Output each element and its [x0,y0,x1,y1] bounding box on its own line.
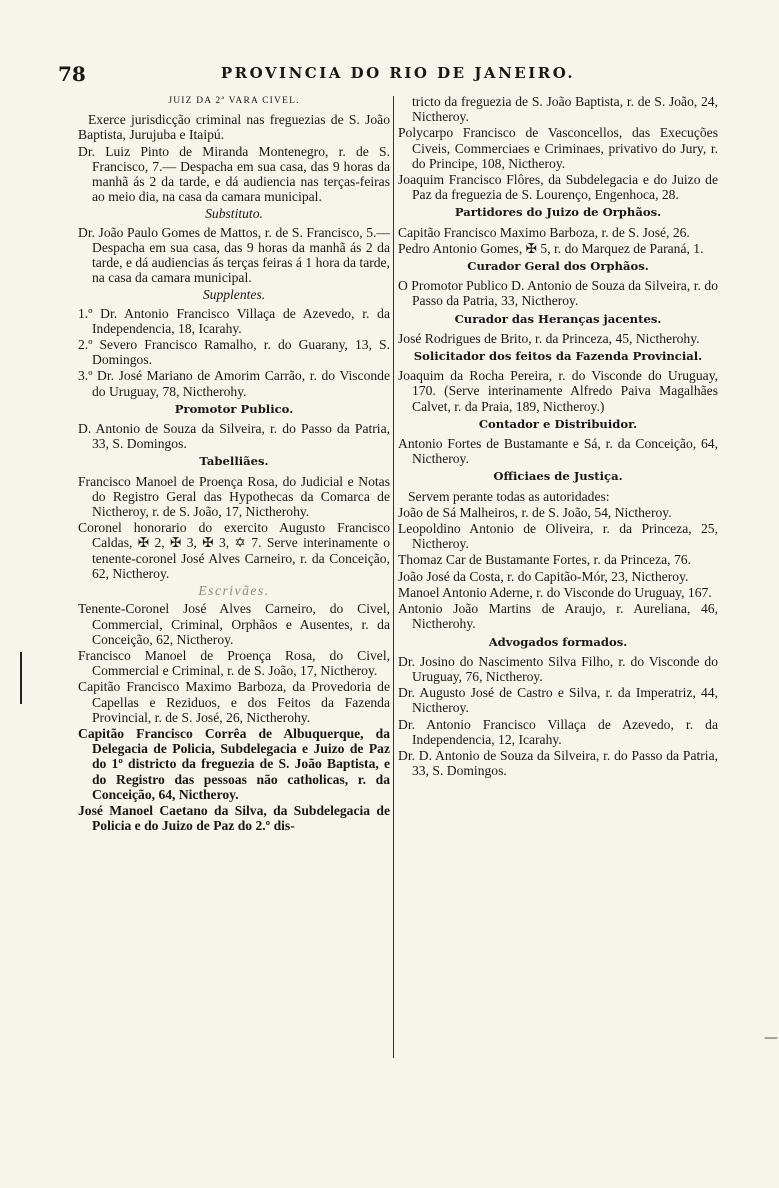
escrivao-entry: Joaquim Francisco Flôres, da Subdelegacia e do Juizo de Paz da freguezia de S. Lourenço, Engenhoca, 28. [398,172,718,203]
officiaes-heading: Officiaes de Justiça. [493,469,623,484]
partidor-entry: Capitão Francisco Maximo Barboza, r. de S. José, 26. [398,224,690,240]
running-title: PROVINCIA DO RIO DE JANEIRO. [220,64,576,82]
edge-mark: — [764,1030,778,1046]
escrivao-entry: José Manoel Caetano da Silva, da Subdelegacia de Policia e do Juizo de Paz do 2.º dis- [78,802,390,834]
substituto-heading: Substituto. [205,206,263,222]
official-entry: João de Sá Malheiros, r. de S. João, 54, Nictheroy. [398,504,672,520]
right-column [398,94,718,779]
escrivaes-heading: Escrivães. [198,583,270,599]
partidores-heading: Partidores do Juizo de Orphãos. [454,205,662,220]
advogados-heading: Advogados formados. [488,634,628,649]
continuation-text: tricto da freguezia de S. João Baptista, r. de S. João, 24, Nictheroy. [412,94,718,125]
advogado-entry: Dr. D. Antonio de Souza da Silveira, r. do Passo da Patria, 33, S. Domingos. [398,747,718,779]
escrivao-entry: Francisco Manoel de Proença Rosa, do Civel, Commercial e Criminal, r. de S. João, 17, Nictheroy. [78,647,390,679]
official-entry: Leopoldino Antonio de Oliveira, r. da Princeza, 25, Nictheroy. [398,521,718,552]
partidor-entry: Pedro Antonio Gomes, ✠ 5, r. do Marquez de Paraná, 1. [398,240,704,256]
supplente-entry: 3.º Dr. José Mariano de Amorim Carrão, r. do Visconde do Uruguay, 78, Nictherohy. [78,368,390,399]
escrivao-entry: Capitão Francisco Corrêa de Albuquerque, da Delegacia de Policia, Subdelegacia e Juizo de Paz do 1º districto da freguezia de S. João Baptista, e do Registro das pessoas não catholicas, r. da Conceição, 64, Nictheroy. [78,725,390,802]
curador-orphaos-entry: O Promotor Publico D. Antonio de Souza da Silveira, r. do Passo da Patria, 33, Nictheroy. [398,278,718,309]
judge-entry: Dr. Luiz Pinto de Miranda Montenegro, r. de S. Francisco, 7.— Despacha em sua casa, das 9 horas da manhã ás 2 da tarde, e dá audiencia nas terças-feiras ao meio dia, na casa da camara municipal. [78,143,390,205]
official-entry: Thomaz Car de Bustamante Fortes, r. da Princeza, 76. [398,552,691,568]
tabelliaes-heading: Tabelliães. [199,454,269,469]
escrivao-entry: Tenente-Coronel José Alves Carneiro, do Civel, Commercial, Criminal, Orphãos e Ausentes, r. da Conceição, 62, Nictheroy. [78,601,390,647]
tabelliao-entry: Coronel honorario do exercito Augusto Francisco Caldas, ✠ 2, ✠ 3, ✠ 3, ✡ 7. Serve interinamente o tenente-coronel José Alves Carneiro, r. da Conceição, 62, Nictheroy. [78,520,390,581]
margin-mark [20,652,22,704]
official-entry: Manoel Antonio Aderne, r. do Visconde do Uruguay, 167. [398,584,712,600]
page-number: 78 [58,62,86,86]
solicitador-heading: Solicitador dos feitos da Fazenda Provincial. [413,349,703,364]
substituto-entry: Dr. João Paulo Gomes de Mattos, r. de S. Francisco, 5.—Despacha em sua casa, das 9 horas da manhã ás 2 da tarde, e dá audiencias ás terças feiras á 1 hora da tarde, na casa da camara municipal. [78,224,390,286]
column-rule [393,96,394,1058]
supplentes-heading: Supplentes. [202,287,266,303]
escrivao-entry: Polycarpo Francisco de Vasconcellos, das Execuções Civeis, Commerciaes e Criminaes, privativo do Jury, r. do Principe, 108, Nictheroy. [398,125,718,171]
officiaes-intro: Servem perante todas as autoridades: [408,488,610,504]
supplente-entry: 2.º Severo Francisco Ramalho, r. do Guarany, 13, S. Domingos. [78,337,390,368]
supplente-entry: 1.º Dr. Antonio Francisco Villaça de Azevedo, r. da Independencia, 18, Icarahy. [78,305,390,336]
official-entry: João José da Costa, r. do Capitão-Mór, 23, Nictheroy. [398,568,689,584]
official-entry: Antonio João Martins de Araujo, r. Aureliana, 46, Nictherohy. [398,601,718,632]
escrivao-entry: Capitão Francisco Maximo Barboza, da Provedoria de Capellas e Reziduos, e dos Feitos da Fazenda Provincial, r. de S. José, 26, Nictherohy. [78,679,390,725]
advogado-entry: Dr. Josino do Nascimento Silva Filho, r. do Visconde do Uruguay, 76, Nictheroy. [398,653,718,684]
curador-herancas-heading: Curador das Heranças jacentes. [454,311,662,326]
section-title: JUIZ DA 2ª VARA CIVEL. [168,96,300,106]
left-column [78,94,390,834]
advogado-entry: Dr. Augusto José de Castro e Silva, r. da Imperatriz, 44, Nictheroy. [398,685,718,716]
contador-heading: Contador e Distribuidor. [478,416,638,431]
curador-herancas-entry: José Rodrigues de Brito, r. da Princeza, 45, Nictherohy. [398,330,700,346]
advogado-entry: Dr. Antonio Francisco Villaça de Azevedo, r. da Independencia, 12, Icarahy. [398,716,718,747]
page-header [58,62,738,86]
curador-orphaos-heading: Curador Geral dos Orphãos. [467,259,649,274]
jurisdiction-note: Exerce jurisdicção criminal nas freguezias de S. João Baptista, Jurujuba e Itaipú. [78,112,390,143]
solicitador-entry: Joaquim da Rocha Pereira, r. do Visconde do Uruguay, 170. (Serve interinamente Alfredo Paiva Magalhães Calvet, r. da Praia, 189, Nictheroy.) [398,368,718,414]
promotor-entry: D. Antonio de Souza da Silveira, r. do Passo da Patria, 33, S. Domingos. [78,421,390,452]
promotor-heading: Promotor Publico. [174,401,294,416]
contador-entry: Antonio Fortes de Bustamante e Sá, r. da Conceição, 64, Nictheroy. [398,436,718,467]
tabelliao-entry: Francisco Manoel de Proença Rosa, do Judicial e Notas do Registro Geral das Hypothecas da Comarca de Nictheroy, r. de S. João, 17, Nictherohy. [78,473,390,520]
